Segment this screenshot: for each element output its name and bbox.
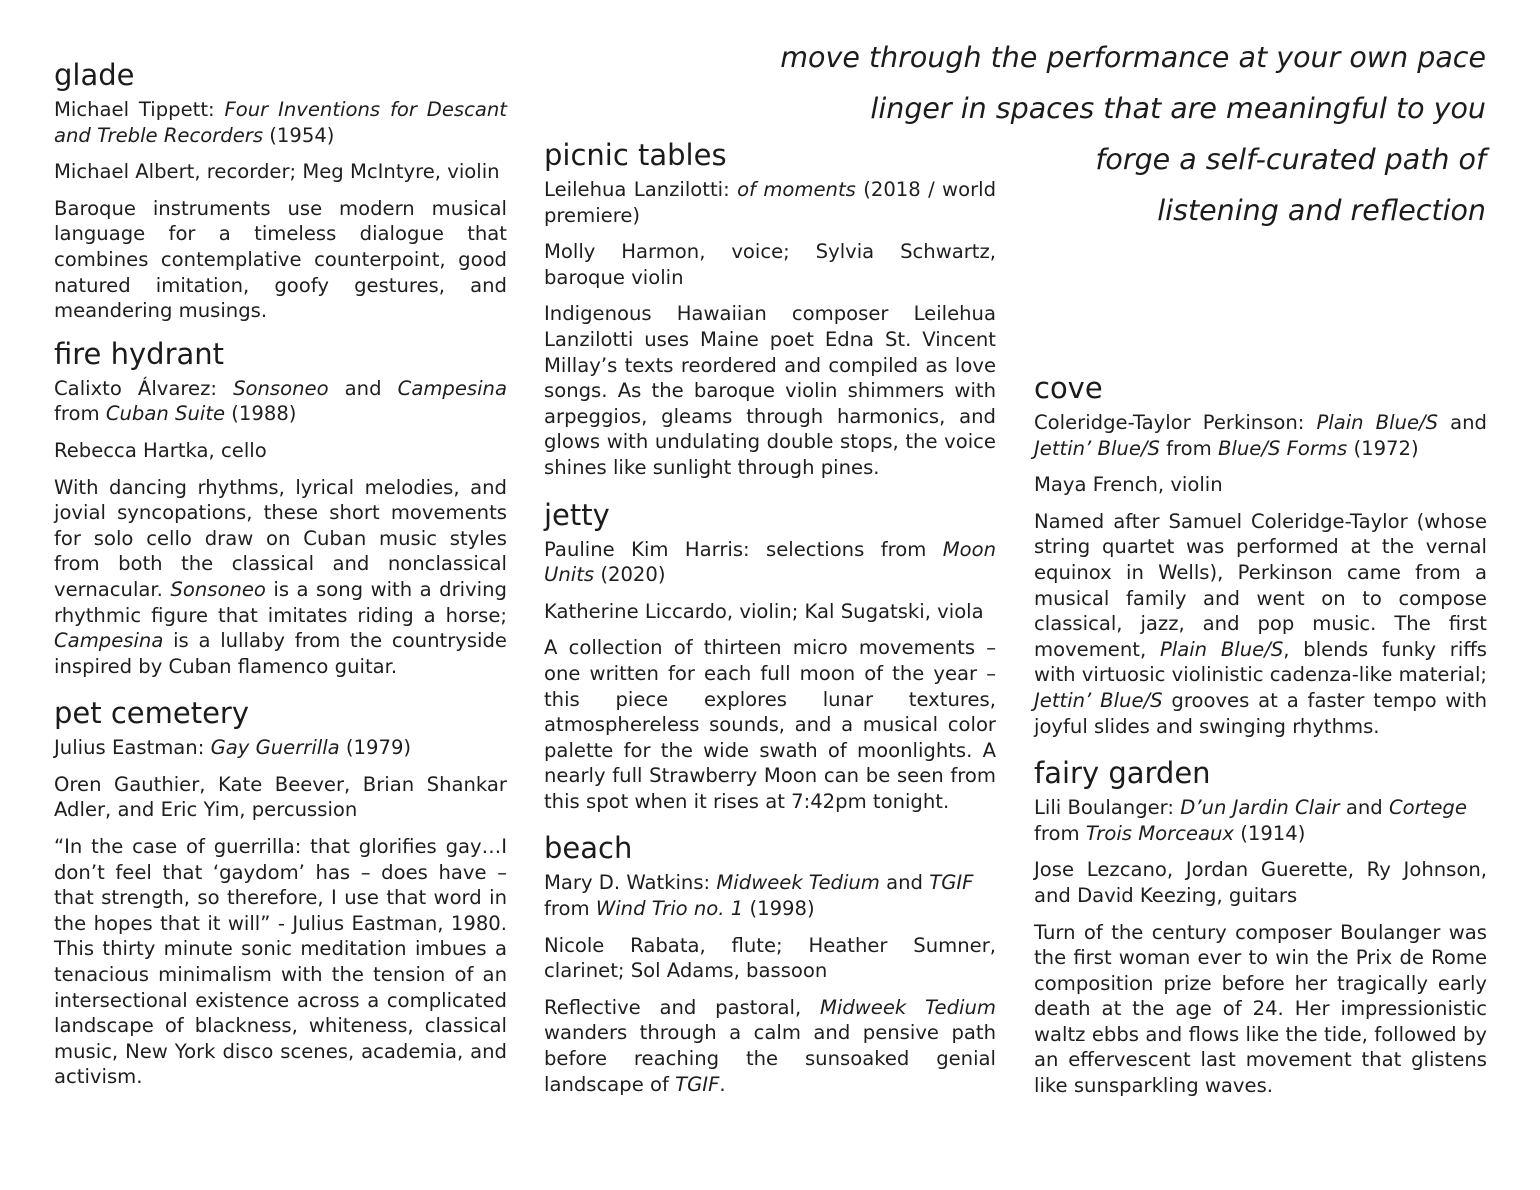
work-title: Cortege (1388, 796, 1467, 820)
composer-name: Mary D. Watkins: (544, 871, 717, 895)
performers: Jose Lezcano, Jordan Guerette, Ry Johnson, and David Keezing, guitars (1034, 858, 1487, 907)
work-year: (1979) (339, 736, 412, 760)
description (54, 475, 507, 680)
work-title: Campesina (54, 629, 164, 653)
performers: Molly Harmon, voice; Sylvia Schwartz, baroque violin (544, 240, 996, 289)
section-title: cove (1034, 371, 1103, 405)
program-credit (544, 870, 996, 921)
description-text: . (719, 1072, 726, 1096)
tagline-line: move through the performance at your own pace (780, 41, 1486, 74)
work-title: Four Inventions for Descant and Treble Recorders (54, 98, 507, 147)
work-title: Sonsoneo (233, 376, 329, 400)
work-title: Plain Blue/S (1316, 411, 1439, 434)
column-right (1034, 368, 1487, 1113)
work-title: TGIF (675, 1072, 720, 1096)
work-year: (2018 / world premiere) (544, 178, 997, 227)
tagline-line: linger in spaces that are meaningful to you (870, 92, 1486, 125)
composer-name: Leilehua Lanzilotti: (544, 178, 738, 201)
section-fire-hydrant (54, 334, 507, 680)
section-title: beach (544, 831, 633, 866)
connector-text: and (879, 871, 930, 895)
description: A collection of thirteen micro movements – one written for each full moon of the year – this piece explores lunar textures, atmosphereless sounds, and a musical color palette for the wide swath of moonlights. A nearly full Strawberry Moon can be seen from this spot when it rises at 7:42pm tonight. (544, 636, 996, 813)
connector-text: from (544, 897, 596, 921)
description-text: Reflective and pastoral, (544, 995, 820, 1019)
tagline-line: forge a self-curated path of (1095, 143, 1486, 176)
work-year: (1998) (743, 897, 815, 921)
column-middle (544, 135, 996, 1111)
work-title: TGIF (929, 871, 974, 895)
connector-text: from (1034, 821, 1086, 845)
connector-text: from (1159, 436, 1218, 460)
section-fairy-garden (1034, 753, 1487, 1099)
section-beach (544, 828, 996, 1097)
work-title: Sonsoneo (170, 577, 266, 601)
description: Indigenous Hawaiian composer Leilehua Lanzilotti uses Maine poet Edna St. Vincent Millay’s texts reordered and compiled as love songs. As the baroque violin shimmers with arpeggios, gleams through harmonics, and glows with undulating double stops, the voice shines like sunlight through pines. (544, 302, 996, 479)
performers: Oren Gauthier, Kate Beever, Brian Shankar Adler, and Eric Yim, percussion (54, 772, 507, 822)
work-title: Midweek Tedium (716, 871, 880, 895)
section-title: picnic tables (544, 138, 727, 172)
program-credit (1034, 795, 1487, 846)
section-picnic-tables (544, 135, 996, 481)
performers: Michael Albert, recorder; Meg McIntyre, violin (54, 160, 500, 184)
section-title: pet cemetery (54, 696, 250, 731)
connector-text: and (1339, 796, 1389, 820)
work-title: Jettin’ Blue/S (1034, 436, 1160, 460)
description: Turn of the century composer Boulanger was the first woman ever to win the Prix de Rome composition prize before her tragically early death at the age of 24. Her impressionistic waltz ebbs and flows like the tide, followed by an effervescent last movement that glistens like sunsparkling waves. (1034, 920, 1487, 1098)
section-cove (1034, 368, 1487, 739)
description-text: wanders through a calm and pensive path before reaching the sunsoaked genial landscape of (544, 1021, 996, 1096)
work-title: of moments (737, 178, 856, 201)
tagline-line: listening and reflection (1157, 194, 1486, 227)
description-text: is a song with a driving rhythmic figure that imitates riding a horse; (54, 577, 507, 627)
program-credit (54, 376, 507, 427)
performers: Rebecca Hartka, cello (54, 438, 267, 462)
work-title: Moon Units (544, 537, 996, 587)
description: Baroque instruments use modern musical language for a timeless dialogue that combines contemplative counterpoint, good natured imitation, goofy gestures, and meandering musings. (54, 196, 507, 323)
description-text: With dancing rhythms, lyrical melodies, and jovial syncopations, these short movements for solo cello draw on Cuban music styles from both the classical and nonclassical vernacular. (54, 475, 507, 601)
collection-title: Cuban Suite (105, 402, 226, 426)
performers: Nicole Rabata, flute; Heather Sumner, clarinet; Sol Adams, bassoon (544, 933, 996, 983)
column-left (54, 55, 507, 1104)
collection-title: Wind Trio no. 1 (595, 897, 744, 921)
collection-title: Trois Morceaux (1085, 821, 1234, 845)
description: “In the case of guerrilla: that glorifies gay…I don’t feel that ‘gaydom’ has – does have – that strength, so therefore, I use that word in the hopes that it will” - Julius Eastman, 1980. This thirty minute sonic meditation imbues a tenacious minimalism with the tension of an intersectional existence across a complicated landscape of blackness, whiteness, classical music, New York disco scenes, academia, and activism. (54, 835, 507, 1089)
description-text: , blends funky riffs with virtuosic violinistic cadenza-like material; (1034, 637, 1487, 687)
section-pet-cemetery (54, 693, 507, 1090)
composer-name: Lili Boulanger: (1034, 796, 1181, 820)
work-year: (2020) (594, 563, 666, 587)
performers: Maya French, violin (1034, 473, 1223, 497)
work-title: D’un Jardin Clair (1180, 796, 1340, 820)
work-title: Plain Blue/S (1159, 637, 1284, 661)
work-year: (1914) (1234, 821, 1306, 845)
program-credit (544, 177, 996, 228)
work-title: Gay Guerrilla (210, 736, 340, 760)
program-credit (544, 537, 996, 588)
work-title: Midweek Tedium (819, 995, 996, 1019)
description (1034, 509, 1487, 739)
description-text: is a lullaby from the countryside inspired by Cuban flamenco guitar. (54, 629, 507, 678)
section-jetty (544, 495, 996, 815)
composer-name: Calixto Álvarez: (54, 376, 234, 400)
composer-name: Coleridge-Taylor Perkinson: (1034, 411, 1317, 434)
description-text: grooves at a faster tempo with joyful slides and swinging rhythms. (1034, 688, 1487, 738)
performers: Katherine Liccardo, violin; Kal Sugatski, viola (544, 599, 984, 623)
collection-title: Blue/S Forms (1217, 436, 1348, 460)
work-year: (1972) (1347, 436, 1419, 460)
composer-name: Julius Eastman: (54, 736, 211, 760)
section-glade (54, 55, 507, 324)
program-credit (1034, 410, 1487, 461)
connector-text: and (1438, 411, 1487, 434)
work-year: (1988) (225, 402, 297, 426)
program-credit (54, 97, 507, 148)
section-title: jetty (544, 497, 610, 532)
connector-text: and (328, 376, 398, 400)
work-title: Jettin’ Blue/S (1034, 688, 1163, 712)
connector-text: from (54, 402, 106, 426)
description (544, 995, 996, 1097)
composer-name: Pauline Kim Harris: selections from (544, 537, 943, 561)
section-title: fire hydrant (54, 336, 225, 371)
work-title: Campesina (397, 376, 507, 400)
work-year: (1954) (263, 123, 335, 147)
section-title: glade (54, 58, 135, 92)
section-title: fairy garden (1034, 756, 1211, 791)
composer-name: Michael Tippett: (54, 98, 225, 121)
program-credit (54, 735, 507, 761)
description-text: Named after Samuel Coleridge-Taylor (whose string quartet was performed at the vernal equinox in Wells), Perkinson came from a musical family and went on to compose classical, jazz, and pop music. The first movement, (1034, 509, 1487, 661)
